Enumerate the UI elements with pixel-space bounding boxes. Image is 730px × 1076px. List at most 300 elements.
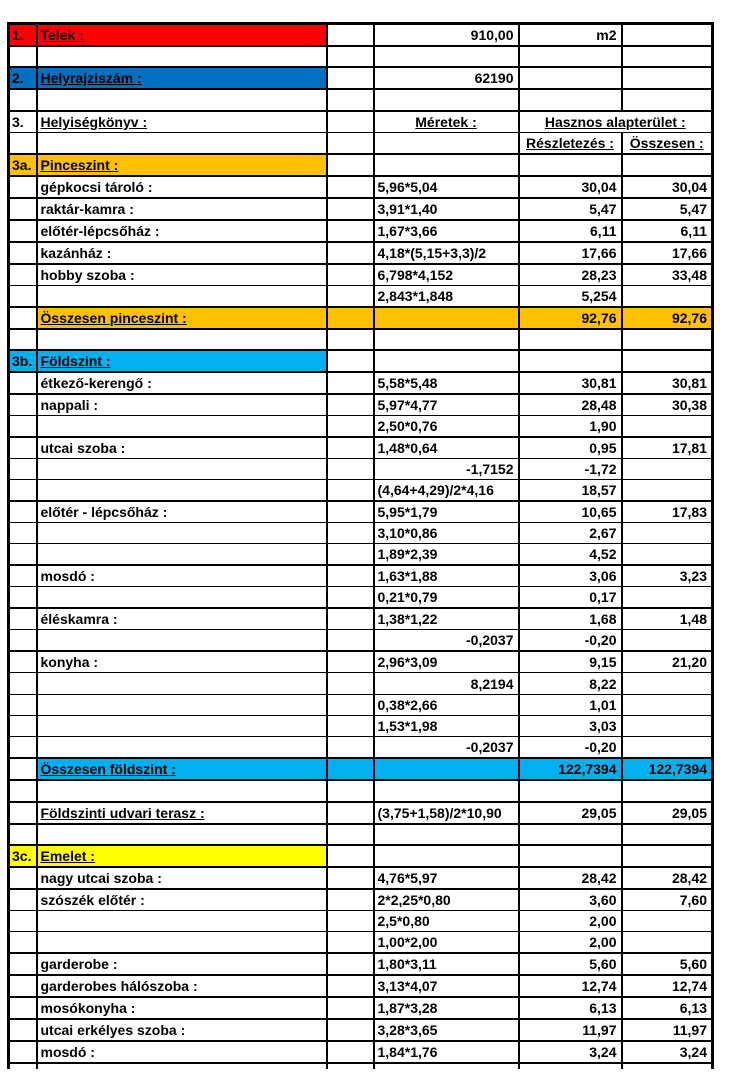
- cell-spacer: [327, 910, 374, 931]
- cell-spacer: [327, 415, 374, 437]
- table-row: [9, 285, 713, 307]
- cell-total-area: 17,81: [622, 437, 713, 459]
- cell-total-area: [622, 544, 713, 566]
- cell-room-label: Földszinti udvari terasz :: [37, 802, 327, 824]
- cell-dimensions: [374, 780, 519, 801]
- cell-total-area: 12,74: [622, 975, 713, 997]
- cell-detail-area: 3,24: [519, 1041, 622, 1063]
- table-row: [9, 630, 713, 652]
- cell-spacer: [327, 780, 374, 801]
- cell-item-number: [9, 1041, 37, 1063]
- cell-spacer: [327, 1041, 374, 1063]
- cell-item-number: [9, 932, 37, 954]
- cell-spacer: [327, 932, 374, 954]
- cell-spacer: [327, 845, 374, 867]
- cell-room-label: [37, 285, 327, 307]
- cell-room-label: [37, 46, 327, 67]
- cell-spacer: [327, 630, 374, 652]
- cell-total-area: [622, 1063, 713, 1069]
- cell-useful-area-header: Hasznos alapterület :: [519, 111, 713, 133]
- table-row: [9, 46, 713, 67]
- cell-total-area: [622, 780, 713, 801]
- cell-dimensions: [374, 758, 519, 780]
- cell-detail-area: [519, 46, 622, 67]
- cell-dimensions: 1,67*3,66: [374, 220, 519, 242]
- cell-room-label: [37, 716, 327, 737]
- table-row: [9, 673, 713, 694]
- cell-detail-area: [519, 67, 622, 89]
- cell-spacer: [327, 997, 374, 1019]
- cell-item-number: [9, 264, 37, 286]
- cell-dimensions: 1,63*1,88: [374, 565, 519, 587]
- cell-detail-area: 1,90: [519, 415, 622, 437]
- cell-room-label: Összesen földszint :: [37, 758, 327, 780]
- cell-dimensions: 5,95*1,79: [374, 501, 519, 523]
- cell-item-number: [9, 501, 37, 523]
- cell-total-area: 3,23: [622, 565, 713, 587]
- cell-item-number: [9, 802, 37, 824]
- cell-detail-area: 2,67: [519, 523, 622, 544]
- cell-detail-area: 28,42: [519, 867, 622, 889]
- cell-item-number: [9, 1063, 37, 1069]
- cell-total-area: 30,04: [622, 176, 713, 198]
- table-row: [9, 372, 713, 394]
- cell-item-number: [9, 867, 37, 889]
- table-row: [9, 480, 713, 502]
- cell-room-label: [37, 523, 327, 544]
- cell-detail-area: 3,03: [519, 716, 622, 737]
- cell-detail-area: 8,22: [519, 673, 622, 694]
- cell-room-label: konyha :: [37, 651, 327, 673]
- cell-room-label: étkező-kerengő :: [37, 372, 327, 394]
- cell-detail-area: 4,52: [519, 544, 622, 566]
- cell-spacer: [327, 480, 374, 502]
- cell-spacer: [327, 802, 374, 824]
- cell-detail-area: 1,68: [519, 608, 622, 630]
- table-row: [9, 975, 713, 997]
- cell-spacer: [327, 458, 374, 479]
- cell-dimensions: 2,50*0,76: [374, 415, 519, 437]
- cell-dimensions: [374, 89, 519, 110]
- cell-dimensions: (3,75+1,58)/2*10,90: [374, 802, 519, 824]
- cell-total-area: [622, 910, 713, 931]
- cell-total-area: 1,48: [622, 608, 713, 630]
- cell-room-label: [37, 1063, 327, 1069]
- cell-dimensions: -0,2037: [374, 630, 519, 652]
- cell-room-label: Földszint :: [37, 350, 327, 372]
- cell-item-number: [9, 608, 37, 630]
- cell-detail-area: 9,15: [519, 651, 622, 673]
- cell-room-label: hobby szoba :: [37, 264, 327, 286]
- cell-total-area: [622, 932, 713, 954]
- cell-room-label: [37, 780, 327, 801]
- table-row: [9, 394, 713, 416]
- cell-item-number: [9, 630, 37, 652]
- cell-dimensions: 2*2,25*0,80: [374, 889, 519, 911]
- cell-total-area: 3,24: [622, 1041, 713, 1063]
- cell-total-area: [622, 716, 713, 737]
- cell-total-area: 122,7394: [622, 758, 713, 780]
- cell-room-label: [37, 694, 327, 715]
- cell-total-area: [622, 415, 713, 437]
- cell-room-label: [37, 932, 327, 954]
- cell-room-label: utcai erkélyes szoba :: [37, 1019, 327, 1041]
- cell-total-area: 17,83: [622, 501, 713, 523]
- cell-dimensions: [374, 132, 519, 154]
- table-row: [9, 307, 713, 329]
- cell-spacer: [327, 975, 374, 997]
- cell-detail-area: -0,20: [519, 737, 622, 759]
- cell-item-number: [9, 46, 37, 67]
- cell-total-area: [622, 89, 713, 110]
- table-row: [9, 458, 713, 479]
- cell-spacer: [327, 67, 374, 89]
- cell-detail-area: [519, 824, 622, 845]
- cell-item-number: [9, 242, 37, 264]
- cell-dimensions: 1,48*0,64: [374, 437, 519, 459]
- cell-detail-area: 2,00: [519, 910, 622, 931]
- cell-room-label: éléskamra :: [37, 608, 327, 630]
- cell-item-number: [9, 975, 37, 997]
- cell-total-area: [622, 154, 713, 176]
- cell-item-number: [9, 89, 37, 110]
- cell-spacer: [327, 587, 374, 609]
- cell-room-label: mosdó :: [37, 565, 327, 587]
- cell-total-area: [622, 737, 713, 759]
- cell-detail-area: 18,57: [519, 480, 622, 502]
- cell-dimensions: 2,5*0,80: [374, 910, 519, 931]
- table-row: [9, 154, 713, 176]
- cell-spacer: [327, 307, 374, 329]
- cell-item-number: [9, 997, 37, 1019]
- cell-dimensions: 3,13*4,07: [374, 975, 519, 997]
- cell-detail-area: Részletezés :: [519, 132, 622, 154]
- cell-detail-area: [519, 329, 622, 350]
- cell-dimensions: 1,00*2,00: [374, 932, 519, 954]
- cell-item-number: [9, 285, 37, 307]
- table-row: [9, 329, 713, 350]
- cell-spacer: [327, 46, 374, 67]
- cell-spacer: [327, 716, 374, 737]
- cell-item-number: [9, 694, 37, 715]
- cell-room-label: Telek :: [37, 24, 327, 47]
- table-row: [9, 501, 713, 523]
- cell-detail-area: 0,95: [519, 437, 622, 459]
- cell-spacer: [327, 89, 374, 110]
- cell-spacer: [327, 329, 374, 350]
- cell-item-number: [9, 651, 37, 673]
- table-row: [9, 220, 713, 242]
- cell-spacer: [327, 867, 374, 889]
- cell-dimensions: 1,80*3,11: [374, 953, 519, 975]
- table-row: [9, 176, 713, 198]
- cell-room-label: garderobes hálószoba :: [37, 975, 327, 997]
- cell-item-number: [9, 415, 37, 437]
- table-row: [9, 67, 713, 89]
- cell-detail-area: [519, 350, 622, 372]
- cell-spacer: [327, 501, 374, 523]
- table-row: [9, 111, 713, 133]
- cell-room-label: Összesen pinceszint :: [37, 307, 327, 329]
- table-row: [9, 89, 713, 110]
- cell-spacer: [327, 608, 374, 630]
- table-row: [9, 24, 713, 47]
- cell-item-number: [9, 523, 37, 544]
- cell-total-area: [622, 458, 713, 479]
- cell-item-number: [9, 824, 37, 845]
- cell-room-label: [37, 824, 327, 845]
- cell-detail-area: m2: [519, 24, 622, 47]
- cell-dimensions: 2,843*1,848: [374, 285, 519, 307]
- cell-spacer: [327, 1019, 374, 1041]
- cell-dimensions: 62190: [374, 67, 519, 89]
- cell-spacer: [327, 132, 374, 154]
- cell-dimensions: 0,21*0,79: [374, 587, 519, 609]
- cell-room-label: [37, 737, 327, 759]
- worksheet-body: [9, 24, 713, 1070]
- cell-room-label: [37, 544, 327, 566]
- cell-item-number: 3a.: [9, 154, 37, 176]
- cell-spacer: [327, 651, 374, 673]
- table-row: [9, 132, 713, 154]
- cell-detail-area: 30,04: [519, 176, 622, 198]
- cell-dimensions: 0,38*2,66: [374, 694, 519, 715]
- cell-detail-area: 92,76: [519, 307, 622, 329]
- cell-total-area: 6,13: [622, 997, 713, 1019]
- cell-detail-area: 29,05: [519, 802, 622, 824]
- table-row: [9, 716, 713, 737]
- cell-total-area: 5,60: [622, 953, 713, 975]
- cell-room-label: [37, 480, 327, 502]
- cell-total-area: 11,97: [622, 1019, 713, 1041]
- table-row: [9, 932, 713, 954]
- cell-spacer: [327, 953, 374, 975]
- cell-spacer: [327, 673, 374, 694]
- cell-total-area: 30,38: [622, 394, 713, 416]
- table-row: [9, 694, 713, 715]
- cell-detail-area: 12,74: [519, 975, 622, 997]
- cell-spacer: [327, 111, 374, 133]
- cell-spacer: [327, 437, 374, 459]
- cell-dimensions: 1,89*2,39: [374, 544, 519, 566]
- cell-detail-area: -1,72: [519, 458, 622, 479]
- cell-room-label: [37, 89, 327, 110]
- cell-item-number: 3b.: [9, 350, 37, 372]
- cell-detail-area: 1,01: [519, 694, 622, 715]
- cell-dimensions: 2,96*3,09: [374, 651, 519, 673]
- cell-total-area: 5,47: [622, 198, 713, 220]
- cell-total-area: 28,42: [622, 867, 713, 889]
- cell-spacer: [327, 889, 374, 911]
- cell-room-label: [37, 630, 327, 652]
- cell-room-label: előtér - lépcsőház :: [37, 501, 327, 523]
- cell-total-area: 21,20: [622, 651, 713, 673]
- table-row: [9, 824, 713, 845]
- cell-total-area: [622, 285, 713, 307]
- cell-dimensions: 5,97*4,77: [374, 394, 519, 416]
- cell-room-label: Helyiségkönyv :: [37, 111, 327, 133]
- table-row: [9, 1019, 713, 1041]
- cell-total-area: [622, 523, 713, 544]
- cell-total-area: [622, 24, 713, 47]
- cell-spacer: [327, 264, 374, 286]
- cell-room-label: [37, 673, 327, 694]
- cell-spacer: [327, 176, 374, 198]
- cell-dimensions: -0,2037: [374, 737, 519, 759]
- cell-spacer: [327, 242, 374, 264]
- cell-dimensions: 8,2194: [374, 673, 519, 694]
- table-row: [9, 242, 713, 264]
- cell-dimensions: -1,7152: [374, 458, 519, 479]
- cell-dimensions: [374, 845, 519, 867]
- cell-dimensions: Méretek :: [374, 111, 519, 133]
- cell-spacer: [327, 1063, 374, 1069]
- table-row: [9, 845, 713, 867]
- cell-item-number: [9, 673, 37, 694]
- cell-item-number: [9, 198, 37, 220]
- cell-dimensions: [374, 307, 519, 329]
- cell-detail-area: 11,97: [519, 1019, 622, 1041]
- cell-detail-area: [519, 89, 622, 110]
- cell-room-label: garderobe :: [37, 953, 327, 975]
- table-row: [9, 758, 713, 780]
- cell-room-label: nagy utcai szoba :: [37, 867, 327, 889]
- table-row: [9, 565, 713, 587]
- cell-room-label: kazánház :: [37, 242, 327, 264]
- table-row: [9, 889, 713, 911]
- cell-detail-area: 5,47: [519, 198, 622, 220]
- cell-spacer: [327, 220, 374, 242]
- cell-room-label: utcai szoba :: [37, 437, 327, 459]
- cell-detail-area: 10,65: [519, 501, 622, 523]
- worksheet-table: [7, 22, 714, 1069]
- cell-total-area: 33,48: [622, 264, 713, 286]
- cell-item-number: [9, 372, 37, 394]
- cell-dimensions: [374, 1063, 519, 1069]
- cell-detail-area: 6,11: [519, 220, 622, 242]
- cell-spacer: [327, 350, 374, 372]
- table-row: [9, 910, 713, 931]
- cell-detail-area: [519, 154, 622, 176]
- table-row: [9, 737, 713, 759]
- table-row: [9, 997, 713, 1019]
- cell-room-label: [37, 132, 327, 154]
- cell-dimensions: [374, 350, 519, 372]
- cell-dimensions: 1,38*1,22: [374, 608, 519, 630]
- cell-detail-area: 5,254: [519, 285, 622, 307]
- cell-item-number: [9, 780, 37, 801]
- cell-spacer: [327, 372, 374, 394]
- cell-detail-area: 3,06: [519, 565, 622, 587]
- cell-dimensions: 4,76*5,97: [374, 867, 519, 889]
- cell-room-label: Emelet :: [37, 845, 327, 867]
- cell-total-area: [622, 46, 713, 67]
- cell-detail-area: [519, 780, 622, 801]
- cell-total-area: [622, 824, 713, 845]
- cell-room-label: mosókonyha :: [37, 997, 327, 1019]
- cell-room-label: Helyrajziszám :: [37, 67, 327, 89]
- cell-room-label: [37, 415, 327, 437]
- cell-room-label: [37, 329, 327, 350]
- cell-spacer: [327, 523, 374, 544]
- cell-dimensions: 3,10*0,86: [374, 523, 519, 544]
- cell-dimensions: 4,18*(5,15+3,3)/2: [374, 242, 519, 264]
- cell-spacer: [327, 285, 374, 307]
- cell-spacer: [327, 694, 374, 715]
- cell-room-label: raktár-kamra :: [37, 198, 327, 220]
- cell-item-number: [9, 394, 37, 416]
- cell-item-number: 3c.: [9, 845, 37, 867]
- cell-dimensions: 1,53*1,98: [374, 716, 519, 737]
- cell-total-area: [622, 694, 713, 715]
- cell-item-number: [9, 437, 37, 459]
- cell-item-number: [9, 458, 37, 479]
- table-row: [9, 415, 713, 437]
- cell-item-number: [9, 220, 37, 242]
- cell-total-area: [622, 845, 713, 867]
- cell-dimensions: [374, 154, 519, 176]
- table-row: [9, 608, 713, 630]
- cell-room-label: mosdó :: [37, 1041, 327, 1063]
- cell-spacer: [327, 198, 374, 220]
- cell-room-label: Pinceszint :: [37, 154, 327, 176]
- cell-item-number: [9, 1019, 37, 1041]
- cell-total-area: Összesen :: [622, 132, 713, 154]
- cell-room-label: előtér-lépcsőház :: [37, 220, 327, 242]
- cell-dimensions: 3,28*3,65: [374, 1019, 519, 1041]
- cell-detail-area: 2,00: [519, 932, 622, 954]
- cell-detail-area: 28,23: [519, 264, 622, 286]
- cell-total-area: [622, 329, 713, 350]
- cell-total-area: 7,60: [622, 889, 713, 911]
- table-row: [9, 802, 713, 824]
- cell-detail-area: [519, 1063, 622, 1069]
- cell-detail-area: 28,48: [519, 394, 622, 416]
- cell-detail-area: 3,60: [519, 889, 622, 911]
- table-row: [9, 437, 713, 459]
- table-row: [9, 198, 713, 220]
- cell-spacer: [327, 758, 374, 780]
- table-row: [9, 651, 713, 673]
- cell-room-label: [37, 587, 327, 609]
- table-row: [9, 523, 713, 544]
- table-row: [9, 1041, 713, 1063]
- table-row: [9, 587, 713, 609]
- cell-detail-area: 17,66: [519, 242, 622, 264]
- cell-item-number: [9, 565, 37, 587]
- cell-spacer: [327, 154, 374, 176]
- cell-item-number: [9, 132, 37, 154]
- cell-item-number: [9, 737, 37, 759]
- cell-total-area: [622, 350, 713, 372]
- cell-total-area: 29,05: [622, 802, 713, 824]
- table-row: [9, 350, 713, 372]
- cell-detail-area: 6,13: [519, 997, 622, 1019]
- cell-total-area: 92,76: [622, 307, 713, 329]
- cell-dimensions: [374, 329, 519, 350]
- cell-total-area: [622, 480, 713, 502]
- cell-room-label: [37, 458, 327, 479]
- cell-spacer: [327, 24, 374, 47]
- cell-spacer: [327, 824, 374, 845]
- cell-detail-area: 122,7394: [519, 758, 622, 780]
- cell-item-number: [9, 176, 37, 198]
- cell-total-area: 17,66: [622, 242, 713, 264]
- cell-dimensions: 1,84*1,76: [374, 1041, 519, 1063]
- cell-dimensions: 1,87*3,28: [374, 997, 519, 1019]
- cell-room-label: szószék előtér :: [37, 889, 327, 911]
- cell-total-area: [622, 67, 713, 89]
